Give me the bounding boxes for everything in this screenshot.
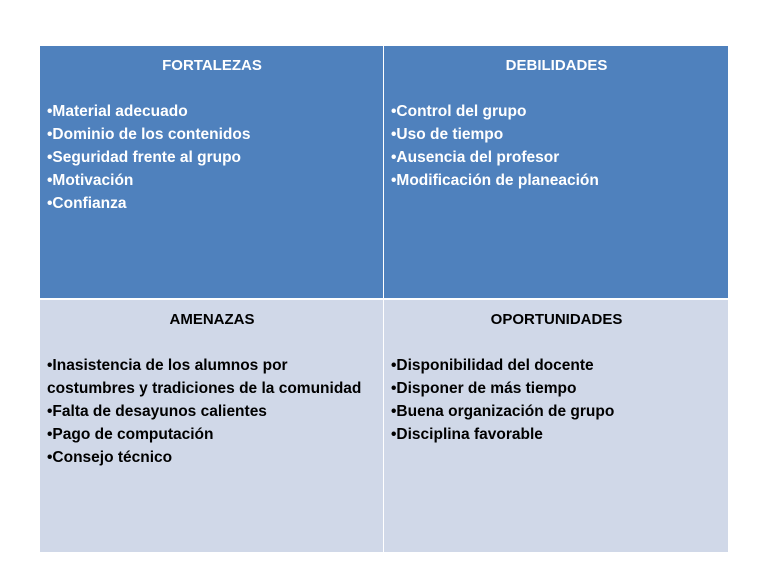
amenazas-cell: [40, 300, 384, 552]
list-item: •Uso de tiempo: [391, 126, 504, 143]
list-item: •Control del grupo: [391, 103, 527, 120]
list-item: •Material adecuado: [47, 103, 188, 120]
list-item: •Falta de desayunos calientes: [47, 403, 267, 420]
amenazas-title: AMENAZAS: [169, 311, 255, 328]
list-item: •Buena organización de grupo: [391, 403, 615, 420]
oportunidades-list: [391, 354, 722, 446]
list-item: •Modificación de planeación: [391, 172, 599, 189]
list-item: •Seguridad frente al grupo: [47, 149, 242, 166]
list-item: •Inasistencia de los alumnos por costumbres y tradiciones de la comunidad: [47, 357, 362, 397]
list-item: •Pago de computación: [47, 426, 214, 443]
debilidades-cell: [384, 46, 728, 300]
fortalezas-list: [47, 100, 377, 215]
fortalezas-title: FORTALEZAS: [162, 57, 262, 74]
list-item: •Motivación: [47, 172, 134, 189]
list-item: •Disponibilidad del docente: [391, 357, 594, 374]
fortalezas-cell: [40, 46, 384, 300]
oportunidades-title: OPORTUNIDADES: [490, 311, 623, 328]
swot-table: [39, 45, 729, 553]
list-item: •Ausencia del profesor: [391, 149, 560, 166]
list-item: •Disciplina favorable: [391, 426, 543, 443]
list-item: •Consejo técnico: [47, 449, 173, 466]
debilidades-list: [391, 100, 722, 192]
list-item: •Dominio de los contenidos: [47, 126, 251, 143]
list-item: •Confianza: [47, 195, 127, 212]
list-item: •Disponer de más tiempo: [391, 380, 577, 397]
amenazas-list: [47, 354, 377, 469]
debilidades-title: DEBILIDADES: [505, 57, 608, 74]
oportunidades-cell: [384, 300, 728, 552]
